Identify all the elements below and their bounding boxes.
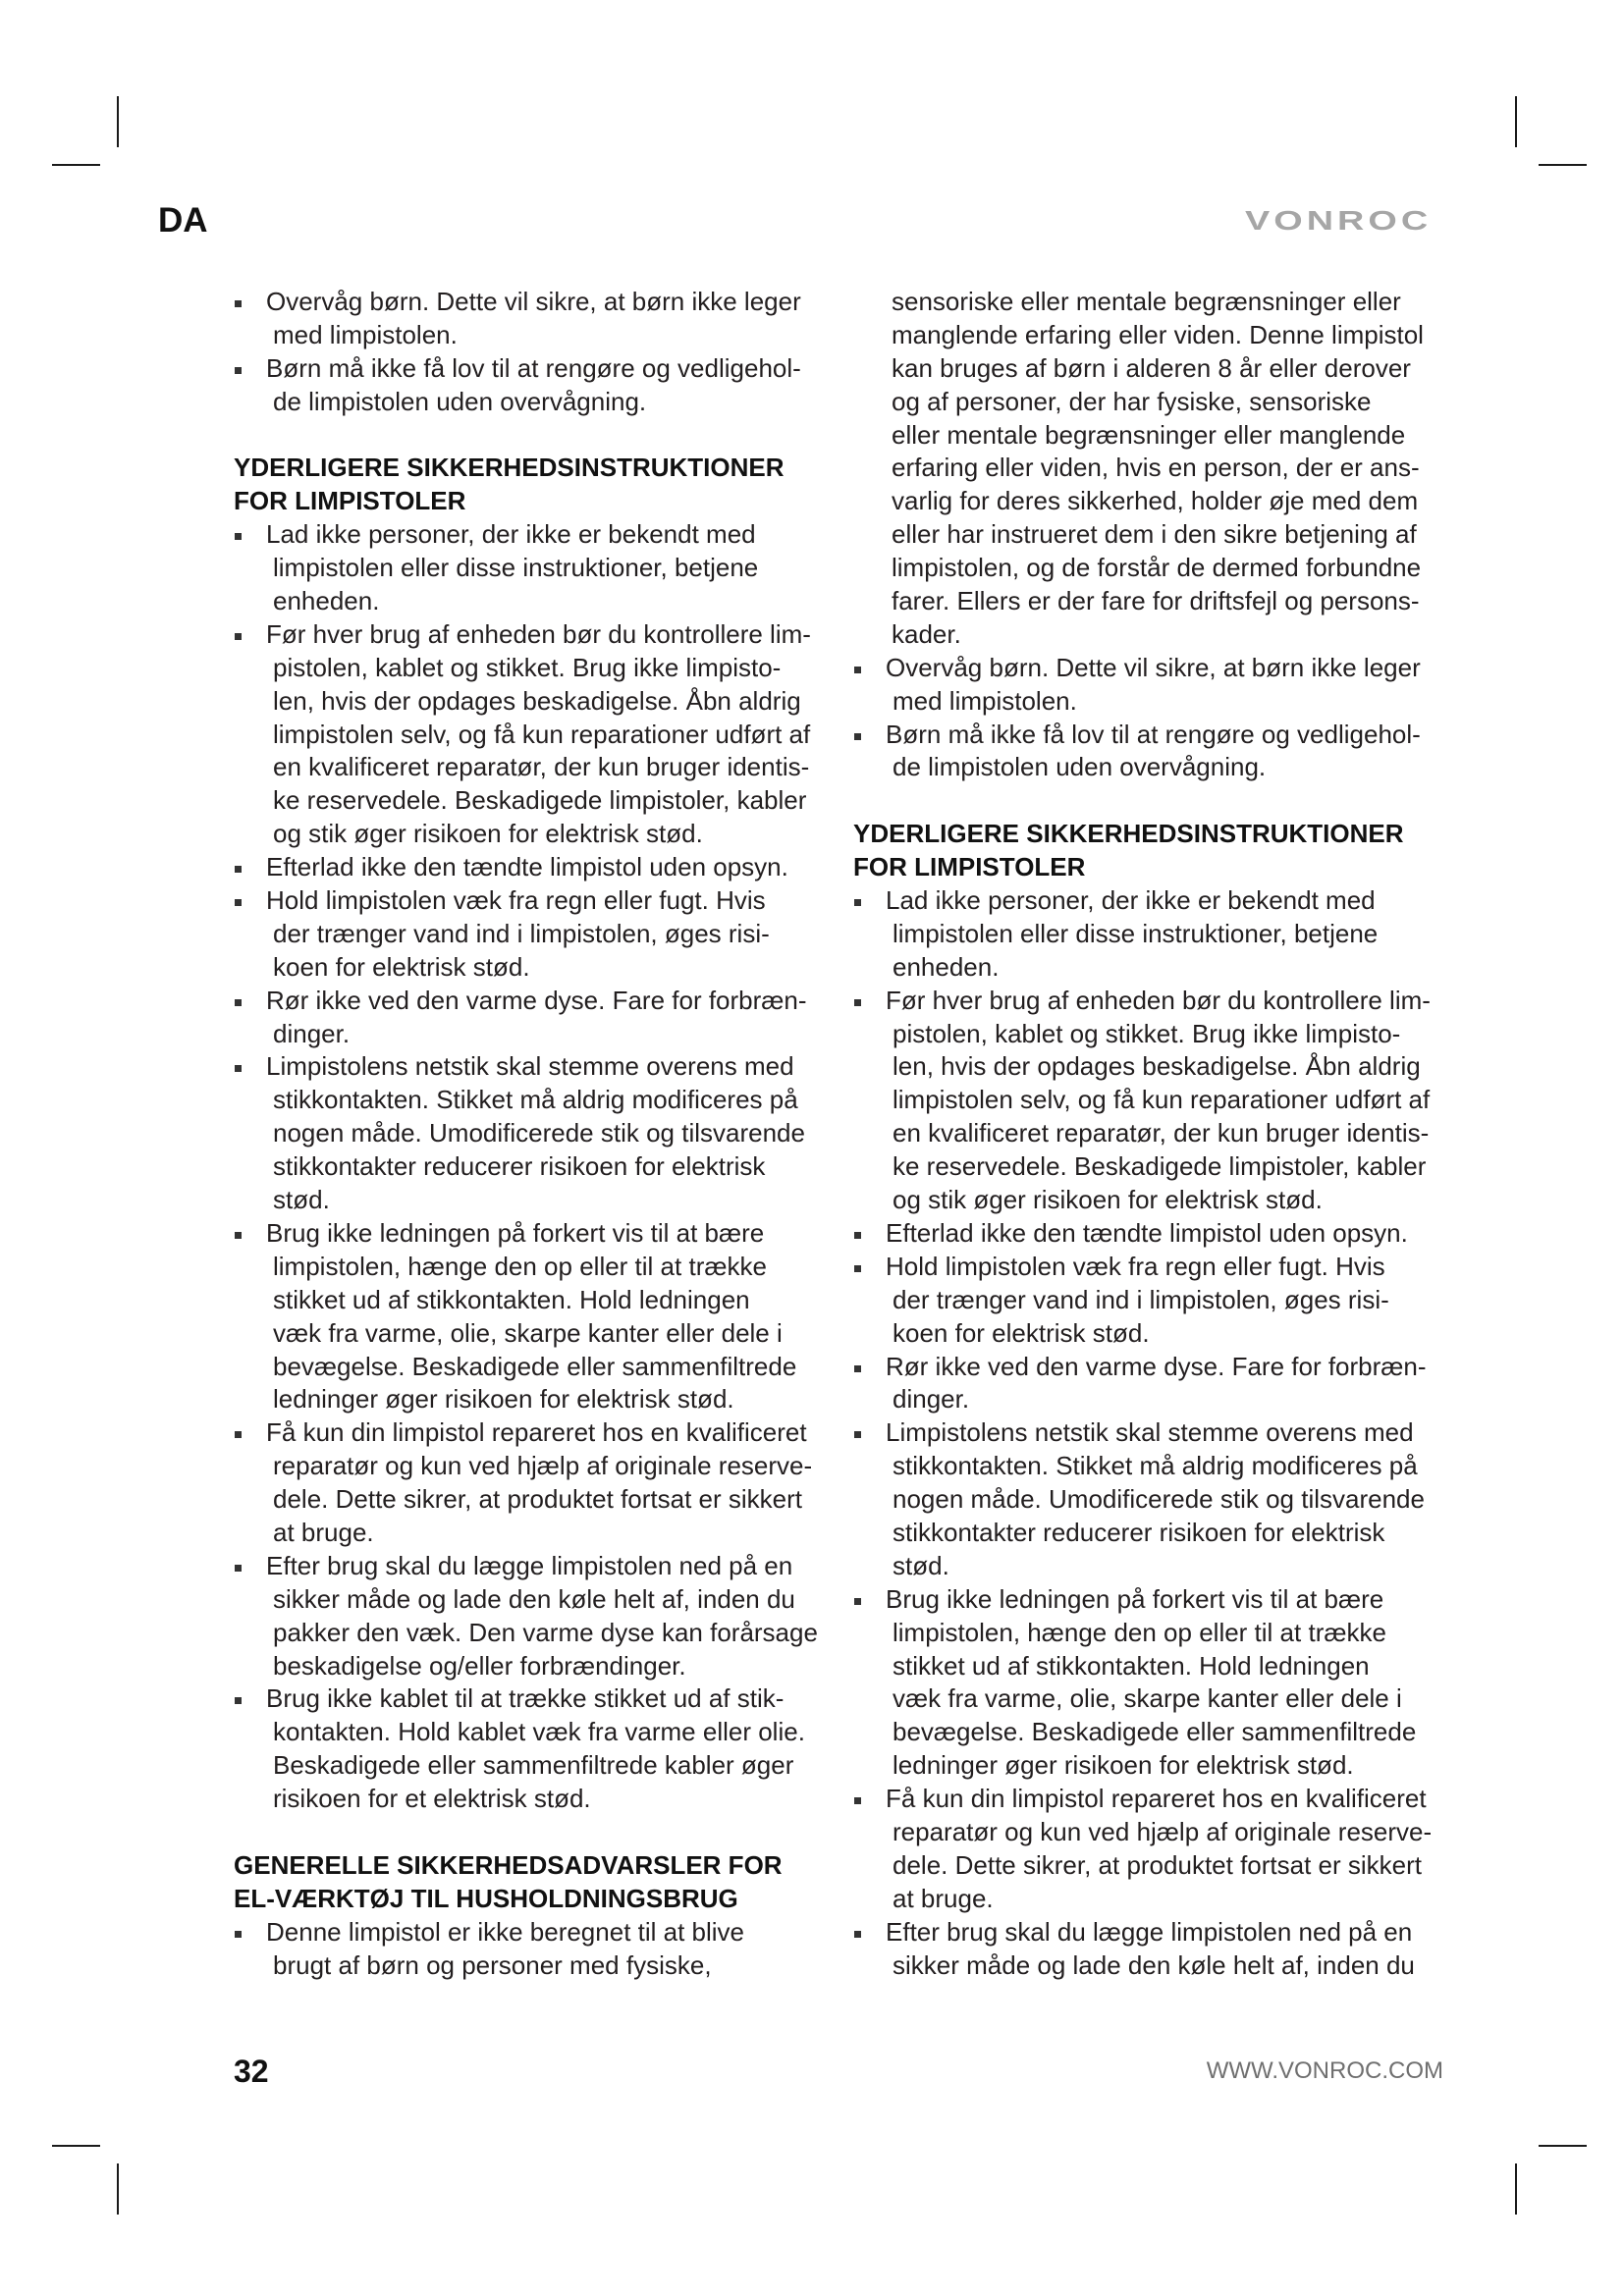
text-line: beskadigelse og/eller forbrændinger. — [273, 1650, 686, 1681]
section-heading — [853, 818, 1452, 884]
language-code: DA — [158, 201, 208, 240]
text-line: koen for elektrisk stød. — [893, 1317, 1150, 1348]
text-line: Brug ikke ledningen på forkert vis til at bære — [266, 1217, 765, 1248]
text-line: kan bruges af børn i alderen 8 år eller derover — [892, 352, 1411, 383]
crop-mark-bottom-left-vertical — [117, 2163, 119, 2215]
text-line: at bruge. — [273, 1517, 374, 1547]
heading-line: EL-VÆRKTØJ TIL HUSHOLDNINGSBRUG — [234, 1883, 738, 1913]
crop-mark-top-left-vertical — [117, 96, 119, 147]
bullet-square-icon — [235, 633, 242, 640]
text-line: erfaring eller viden, hvis en person, der er ans- — [892, 453, 1420, 483]
bullet-item — [234, 1050, 823, 1216]
crop-mark-bottom-left-horizontal — [52, 2145, 100, 2147]
text-line: limpistolen, og de forstår de dermed forbundne — [892, 553, 1422, 583]
text-line: pistolen, kablet og stikket. Brug ikke limpisto- — [893, 1018, 1401, 1048]
text-line: Hold limpistolen væk fra regn eller fugt. Hvis — [886, 1251, 1385, 1281]
bullet-item — [853, 1416, 1452, 1582]
text-line: ledninger øger risikoen for elektrisk stød. — [893, 1750, 1354, 1781]
text-line: Brug ikke kablet til at trække stikket ud af stik- — [266, 1683, 785, 1714]
text-line: limpistolen selv, og få kun reparationer udført af — [273, 719, 811, 749]
text-line: stikkontakter reducerer risikoen for elektrisk — [893, 1517, 1385, 1547]
crop-mark-top-left-horizontal — [52, 164, 100, 166]
text-line: stikkontakten. Stikket må aldrig modificeres på — [273, 1085, 798, 1115]
bullet-square-icon — [235, 899, 242, 906]
bullet-item — [853, 1916, 1452, 1983]
text-line: risikoen for et elektrisk stød. — [273, 1784, 591, 1814]
text-line: stød. — [273, 1185, 330, 1215]
bullet-item — [234, 1682, 823, 1816]
text-line: Rør ikke ved den varme dyse. Fare for forbræn- — [886, 1351, 1427, 1381]
bullet-square-icon — [854, 733, 861, 740]
bullet-item — [853, 1783, 1452, 1916]
bullet-item — [234, 851, 823, 884]
bullet-square-icon — [854, 1365, 861, 1372]
text-line: brugt af børn og personer med fysiske, — [273, 1949, 712, 1980]
heading-line: FOR LIMPISTOLER — [853, 852, 1086, 882]
text-line: der trænger vand ind i limpistolen, øges risi- — [273, 918, 770, 948]
bullet-item — [234, 352, 823, 419]
text-line: Brug ikke ledningen på forkert vis til at bære — [886, 1583, 1384, 1614]
heading-line: FOR LIMPISTOLER — [234, 486, 466, 516]
text-line: enheden. — [893, 951, 1000, 982]
crop-mark-top-right-horizontal — [1539, 164, 1587, 166]
bullet-square-icon — [235, 999, 242, 1006]
bullet-square-icon — [235, 1565, 242, 1572]
text-line: Hold limpistolen væk fra regn eller fugt. Hvis — [266, 885, 766, 916]
text-line: dele. Dette sikrer, at produktet fortsat er sikkert — [893, 1849, 1423, 1880]
text-line: Efterlad ikke den tændte limpistol uden opsyn. — [886, 1217, 1408, 1248]
text-line: Før hver brug af enheden bør du kontrollere lim- — [266, 618, 811, 649]
text-line: sikker måde og lade den køle helt af, inden du — [273, 1583, 795, 1614]
bullet-square-icon — [235, 367, 242, 374]
crop-mark-top-right-vertical — [1515, 96, 1517, 147]
bullet-square-icon — [854, 1931, 861, 1938]
text-line: en kvalificeret reparatør, der kun bruger identis- — [273, 752, 810, 782]
text-line: Børn må ikke få lov til at rengøre og vedligehol- — [266, 352, 801, 383]
text-line: reparatør og kun ved hjælp af originale reserve- — [893, 1816, 1433, 1846]
text-line: Børn må ikke få lov til at rengøre og vedligehol- — [886, 719, 1421, 749]
text-line: eller mentale begrænsninger eller manglende — [892, 419, 1406, 450]
text-line: Lad ikke personer, der ikke er bekendt med — [266, 519, 756, 550]
bullet-item — [234, 1550, 823, 1683]
text-line: bevægelse. Beskadigede eller sammenfiltrede — [273, 1351, 797, 1381]
bullet-item — [853, 884, 1452, 985]
text-line: len, hvis der opdages beskadigelse. Åbn aldrig — [273, 685, 801, 716]
website-url: WWW.VONROC.COM — [1206, 2057, 1443, 2084]
bullet-square-icon — [235, 300, 242, 307]
right-column — [853, 286, 1452, 1982]
text-line: Limpistolens netstik skal stemme overens med — [886, 1417, 1414, 1448]
bullet-item — [853, 1583, 1452, 1783]
bullet-item — [234, 884, 823, 985]
text-line: stikkontakter reducerer risikoen for elektrisk — [273, 1151, 766, 1182]
text-line: Få kun din limpistol repareret hos en kvalificeret — [886, 1784, 1427, 1814]
text-line: væk fra varme, olie, skarpe kanter eller dele i — [273, 1317, 783, 1348]
bullet-square-icon — [235, 1431, 242, 1438]
text-line: Overvåg børn. Dette vil sikre, at børn ikke leger — [266, 287, 801, 316]
text-line: og stik øger risikoen for elektrisk stød. — [273, 819, 703, 849]
text-line: eller har instrueret dem i den sikre betjening af — [892, 519, 1417, 550]
text-line: len, hvis der opdages beskadigelse. Åbn aldrig — [893, 1051, 1421, 1082]
text-line: dinger. — [893, 1384, 970, 1415]
text-line: Få kun din limpistol repareret hos en kvalificeret — [266, 1417, 807, 1448]
text-line: med limpistolen. — [273, 319, 458, 349]
section-heading — [234, 452, 823, 518]
text-line: og stik øger risikoen for elektrisk stød. — [893, 1185, 1323, 1215]
bullet-square-icon — [854, 1431, 861, 1438]
text-line: sensoriske eller mentale begrænsninger eller — [892, 287, 1401, 316]
text-line: Overvåg børn. Dette vil sikre, at børn ikke leger — [886, 652, 1421, 682]
bullet-item — [853, 1217, 1452, 1251]
text-line: limpistolen eller disse instruktioner, betjene — [893, 918, 1379, 948]
text-line: stød. — [893, 1550, 949, 1580]
text-line: koen for elektrisk stød. — [273, 951, 530, 982]
crop-mark-bottom-right-horizontal — [1539, 2145, 1587, 2147]
bullet-item — [234, 618, 823, 851]
bullet-square-icon — [235, 1065, 242, 1072]
paragraph — [853, 286, 1452, 652]
text-line: ledninger øger risikoen for elektrisk stød. — [273, 1384, 734, 1415]
text-line: enheden. — [273, 586, 380, 616]
bullet-square-icon — [235, 1697, 242, 1704]
page-number: 32 — [234, 2054, 269, 2089]
bullet-square-icon — [854, 667, 861, 673]
text-line: kontakten. Hold kablet væk fra varme eller olie. — [273, 1717, 805, 1747]
text-line: stikket ud af stikkontakten. Hold ledningen — [273, 1284, 750, 1314]
text-line: kader. — [892, 618, 961, 649]
bullet-item — [853, 652, 1452, 719]
text-line: Efter brug skal du lægge limpistolen ned på en — [266, 1550, 793, 1580]
bullet-square-icon — [235, 866, 242, 873]
bullet-item — [853, 719, 1452, 785]
text-line: limpistolen, hænge den op eller til at trække — [893, 1617, 1386, 1647]
text-line: ke reservedele. Beskadigede limpistoler, kabler — [273, 785, 807, 816]
crop-mark-bottom-right-vertical — [1515, 2163, 1517, 2215]
text-line: Rør ikke ved den varme dyse. Fare for forbræn- — [266, 985, 807, 1015]
bullet-item — [853, 985, 1452, 1217]
bullet-square-icon — [854, 1598, 861, 1605]
text-line: Limpistolens netstik skal stemme overens med — [266, 1051, 794, 1082]
text-line: med limpistolen. — [893, 685, 1077, 716]
text-line: limpistolen selv, og få kun reparationer udført af — [893, 1085, 1431, 1115]
bullet-square-icon — [235, 1232, 242, 1239]
heading-line: YDERLIGERE SIKKERHEDSINSTRUKTIONER — [853, 819, 1404, 849]
text-line: limpistolen, hænge den op eller til at trække — [273, 1251, 767, 1281]
text-line: stikkontakten. Stikket må aldrig modificeres på — [893, 1451, 1418, 1481]
bullet-square-icon — [235, 533, 242, 540]
text-line: stikket ud af stikkontakten. Hold ledningen — [893, 1650, 1370, 1681]
text-line: Lad ikke personer, der ikke er bekendt med — [886, 885, 1376, 916]
text-line: farer. Ellers er der fare for driftsfejl og persons- — [892, 586, 1420, 616]
heading-line: YDERLIGERE SIKKERHEDSINSTRUKTIONER — [234, 453, 785, 483]
text-line: ke reservedele. Beskadigede limpistoler, kabler — [893, 1151, 1427, 1182]
text-line: pistolen, kablet og stikket. Brug ikke limpisto- — [273, 652, 782, 682]
bullet-item — [853, 1251, 1452, 1351]
left-column — [234, 286, 823, 1982]
bullet-square-icon — [854, 1797, 861, 1804]
text-line: varlig for deres sikkerhed, holder øje med dem — [892, 486, 1419, 516]
bullet-square-icon — [854, 899, 861, 906]
text-line: limpistolen eller disse instruktioner, betjene — [273, 553, 759, 583]
bullet-item — [234, 518, 823, 618]
text-line: væk fra varme, olie, skarpe kanter eller dele i — [893, 1683, 1402, 1714]
text-line: Beskadigede eller sammenfiltrede kabler øger — [273, 1750, 794, 1781]
bullet-item — [234, 1916, 823, 1983]
text-line: en kvalificeret reparatør, der kun bruger identis- — [893, 1118, 1430, 1148]
bullet-item — [853, 1351, 1452, 1417]
text-line: dele. Dette sikrer, at produktet fortsat er sikkert — [273, 1484, 803, 1515]
text-line: de limpistolen uden overvågning. — [273, 386, 647, 416]
text-line: pakker den væk. Den varme dyse kan forårsage — [273, 1617, 818, 1647]
text-line: manglende erfaring eller viden. Denne limpistol — [892, 319, 1424, 349]
text-line: bevægelse. Beskadigede eller sammenfiltrede — [893, 1717, 1417, 1747]
brand-logo: VONROC — [1245, 205, 1433, 236]
bullet-item — [234, 1217, 823, 1416]
text-line: dinger. — [273, 1018, 351, 1048]
text-line: reparatør og kun ved hjælp af originale reserve- — [273, 1451, 813, 1481]
bullet-square-icon — [854, 1232, 861, 1239]
text-line: Efter brug skal du lægge limpistolen ned på en — [886, 1916, 1413, 1947]
text-line: Denne limpistol er ikke beregnet til at blive — [266, 1916, 745, 1947]
bullet-item — [234, 286, 823, 352]
text-line: Før hver brug af enheden bør du kontrollere lim- — [886, 985, 1431, 1015]
text-line: sikker måde og lade den køle helt af, inden du — [893, 1949, 1415, 1980]
bullet-square-icon — [235, 1931, 242, 1938]
bullet-item — [234, 985, 823, 1051]
bullet-square-icon — [854, 1265, 861, 1272]
text-line: nogen måde. Umodificerede stik og tilsvarende — [273, 1118, 805, 1148]
text-line: Efterlad ikke den tændte limpistol uden opsyn. — [266, 852, 788, 882]
heading-line: GENERELLE SIKKERHEDSADVARSLER FOR — [234, 1849, 783, 1880]
text-line: og af personer, der har fysiske, sensoriske — [892, 386, 1372, 416]
section-heading — [234, 1849, 823, 1916]
bullet-square-icon — [854, 999, 861, 1006]
text-line: nogen måde. Umodificerede stik og tilsvarende — [893, 1484, 1425, 1515]
bullet-item — [234, 1416, 823, 1550]
text-line: der trænger vand ind i limpistolen, øges risi- — [893, 1284, 1389, 1314]
text-line: at bruge. — [893, 1883, 994, 1913]
text-line: de limpistolen uden overvågning. — [893, 752, 1267, 782]
